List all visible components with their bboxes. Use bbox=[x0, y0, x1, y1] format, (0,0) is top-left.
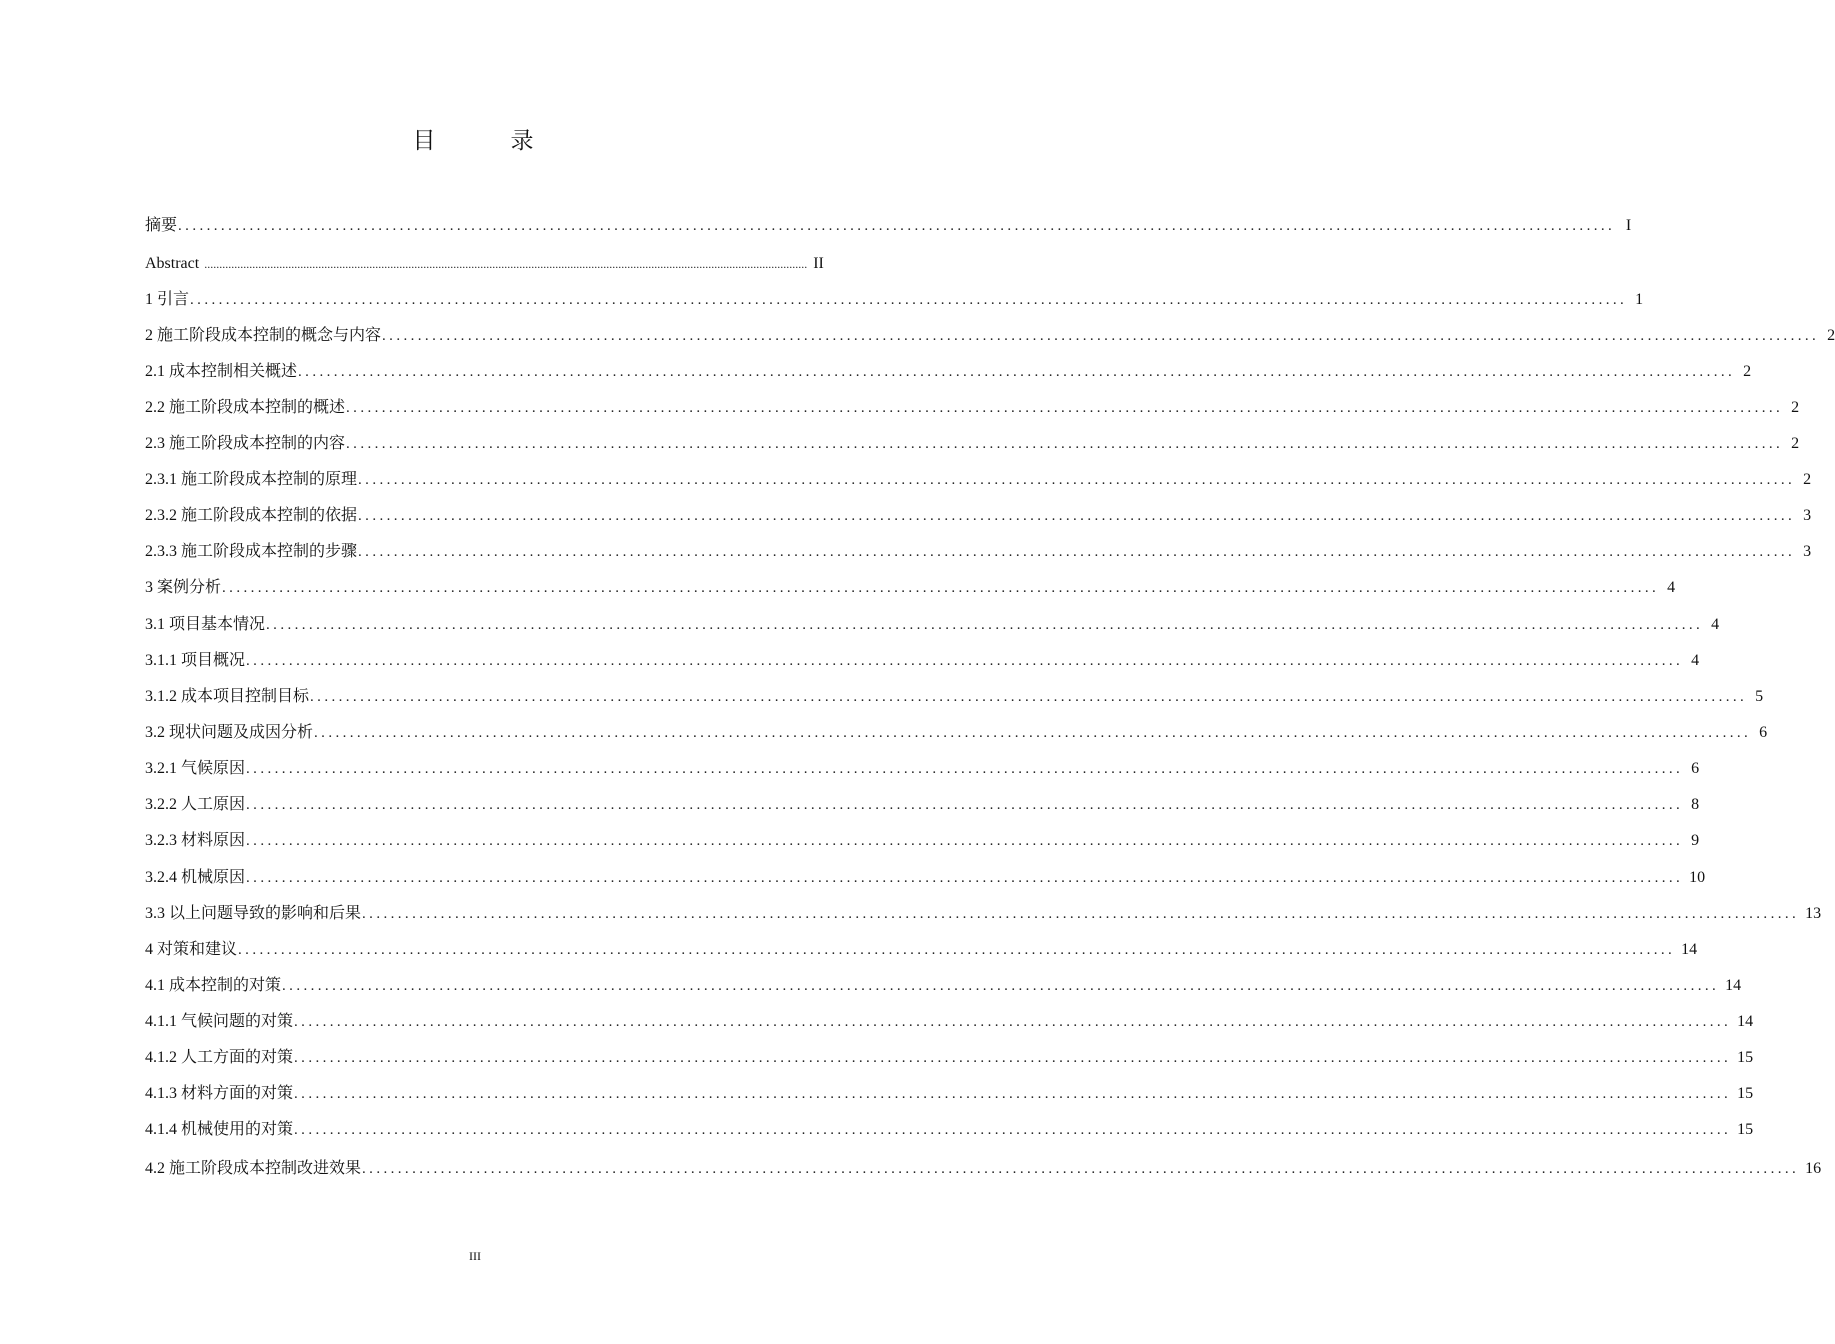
toc-entry[interactable] bbox=[145, 574, 1676, 602]
toc-entry-label: 2.3.3 施工阶段成本控制的步骤 bbox=[145, 543, 358, 560]
toc-entry[interactable] bbox=[145, 394, 1800, 422]
toc-entry-page-number: 16 bbox=[1805, 1160, 1822, 1177]
toc-dot-leader: ......................................................................................................................................................................................................... bbox=[178, 218, 1616, 234]
toc-dot-leader: ......................................................................................................................................................................................................... bbox=[266, 617, 1704, 633]
toc-entry-page-number: 6 bbox=[1691, 760, 1700, 777]
toc-dot-leader: ......................................................................................................................................................................................................... bbox=[362, 906, 1800, 922]
toc-entry-page-number: 2 bbox=[1791, 399, 1800, 416]
toc-entry-page-number: 15 bbox=[1737, 1121, 1754, 1138]
toc-entry-page-number: 10 bbox=[1689, 869, 1706, 886]
toc-entry-page-number: 6 bbox=[1759, 724, 1768, 741]
toc-dot-leader: ......................................................................................................................................................................................................... bbox=[238, 942, 1676, 958]
toc-dot-leader: ......................................................................................................................................................................................................... bbox=[246, 833, 1684, 849]
toc-entry-label: 3.1.2 成本项目控制目标 bbox=[145, 688, 310, 705]
toc-entry[interactable] bbox=[145, 286, 1644, 314]
toc-dot-leader: ......................................................................................................................................................................................................... bbox=[294, 1014, 1732, 1030]
toc-dot-leader: ......................................................................................................................................................................................................... bbox=[294, 1122, 1732, 1138]
page-title: 目 录 bbox=[412, 128, 560, 154]
toc-entry-label: 2.2 施工阶段成本控制的概述 bbox=[145, 399, 346, 416]
toc-dot-leader: ......................................................................................................................................................................................................... bbox=[358, 544, 1796, 560]
toc-entry[interactable] bbox=[145, 502, 1812, 530]
toc-entry[interactable] bbox=[145, 212, 1632, 240]
toc-entry-page-number: 3 bbox=[1803, 543, 1812, 560]
footer-page-number: III bbox=[469, 1249, 481, 1263]
toc-dot-leader: ......................................................................................................................................................................................................... bbox=[314, 725, 1752, 741]
toc-entry-label: 2.1 成本控制相关概述 bbox=[145, 363, 298, 380]
toc-entry[interactable] bbox=[145, 647, 1700, 675]
toc-entry[interactable] bbox=[145, 538, 1812, 566]
toc-dot-leader: ......................................................................................................................................................................................................... bbox=[346, 400, 1784, 416]
toc-dot-leader: ......................................................................................................................................................................................................... bbox=[358, 472, 1796, 488]
toc-entry[interactable] bbox=[145, 827, 1700, 855]
toc-entry-page-number: 8 bbox=[1691, 796, 1700, 813]
toc-entry-page-number: 3 bbox=[1803, 507, 1812, 524]
toc-dot-leader: ......................................................................................................................................................................................................... bbox=[282, 978, 1720, 994]
toc-entry-page-number: 4 bbox=[1711, 616, 1720, 633]
toc-entry-label: 4.1.3 材料方面的对策 bbox=[145, 1085, 294, 1102]
toc-dot-leader: ......................................................................................................................................................................................................... bbox=[382, 328, 1820, 344]
toc-entry-label: 4 对策和建议 bbox=[145, 941, 238, 958]
toc-entry-label: 4.1.2 人工方面的对策 bbox=[145, 1049, 294, 1066]
toc-dot-leader: ......................................................................................................................................................................................................... bbox=[246, 653, 1684, 669]
toc-entry-label: 2.3.1 施工阶段成本控制的原理 bbox=[145, 471, 358, 488]
toc-entry-label: 2.3 施工阶段成本控制的内容 bbox=[145, 435, 346, 452]
toc-entry[interactable] bbox=[145, 430, 1800, 458]
toc-entry-label: 3.2.3 材料原因 bbox=[145, 832, 246, 849]
toc-entry-page-number: 9 bbox=[1691, 832, 1700, 849]
toc-entry-label: 3.3 以上问题导致的影响和后果 bbox=[145, 905, 362, 922]
toc-entry[interactable] bbox=[145, 719, 1768, 747]
toc-entry-label: 摘要 bbox=[145, 217, 178, 234]
toc-entry-page-number: 1 bbox=[1635, 291, 1644, 308]
toc-dot-leader: ......................................................................................................................................................................................................... bbox=[246, 870, 1684, 886]
toc-entry[interactable] bbox=[145, 322, 1835, 350]
toc-entry[interactable] bbox=[145, 1155, 1822, 1183]
toc-dot-leader: ......................................................................................................................................................................................................... bbox=[294, 1086, 1732, 1102]
toc-entry-page-number: 4 bbox=[1667, 579, 1676, 596]
toc-dot-leader: ......................................................................................................................................................................................................... bbox=[246, 761, 1684, 777]
toc-dot-leader: ......................................................................................................................................................................................................... bbox=[362, 1161, 1800, 1177]
toc-entry-label: 1 引言 bbox=[145, 291, 190, 308]
toc-entry[interactable] bbox=[145, 250, 824, 278]
toc-entry-page-number: 15 bbox=[1737, 1085, 1754, 1102]
toc-entry-page-number: 13 bbox=[1805, 905, 1822, 922]
toc-entry-label: 4.2 施工阶段成本控制改进效果 bbox=[145, 1160, 362, 1177]
toc-entry-page-number: 14 bbox=[1737, 1013, 1754, 1030]
toc-entry[interactable] bbox=[145, 358, 1752, 386]
toc-entry-label: 4.1 成本控制的对策 bbox=[145, 977, 282, 994]
toc-entry-page-number: 14 bbox=[1725, 977, 1742, 994]
toc-entry-page-number: 15 bbox=[1737, 1049, 1754, 1066]
toc-entry-page-number: 4 bbox=[1691, 652, 1700, 669]
toc-entry-page-number: II bbox=[813, 255, 824, 272]
toc-entry[interactable] bbox=[145, 900, 1822, 928]
toc-entry[interactable] bbox=[145, 611, 1720, 639]
toc-entry-label: 3.2.4 机械原因 bbox=[145, 869, 246, 886]
toc-entry-label: 4.1.1 气候问题的对策 bbox=[145, 1013, 294, 1030]
toc-dot-leader: ......................................................................................................................................................................................................... bbox=[190, 292, 1628, 308]
toc-entry-label: 2.3.2 施工阶段成本控制的依据 bbox=[145, 507, 358, 524]
toc-entry-label: 4.1.4 机械使用的对策 bbox=[145, 1121, 294, 1138]
toc-entry-label: 3.2.1 气候原因 bbox=[145, 760, 246, 777]
toc-entry-page-number: 2 bbox=[1827, 327, 1835, 344]
toc-entry[interactable] bbox=[145, 936, 1698, 964]
toc-entry-label: 3 案例分析 bbox=[145, 579, 222, 596]
toc-entry-page-number: I bbox=[1625, 217, 1632, 234]
toc-dot-leader: ......................................................................................................................................................................................................... bbox=[298, 364, 1736, 380]
toc-dot-leader: ......................................................................................................................................................................................................... bbox=[358, 508, 1796, 524]
toc-entry-label: 2 施工阶段成本控制的概念与内容 bbox=[145, 327, 382, 344]
toc-entry[interactable] bbox=[145, 683, 1764, 711]
toc-entry[interactable] bbox=[145, 972, 1742, 1000]
toc-entry-label: 3.2.2 人工原因 bbox=[145, 796, 246, 813]
toc-entry[interactable] bbox=[145, 791, 1700, 819]
toc-entry-page-number: 2 bbox=[1803, 471, 1812, 488]
toc-entry[interactable] bbox=[145, 755, 1700, 783]
toc-entry[interactable] bbox=[145, 864, 1706, 892]
toc-entry[interactable] bbox=[145, 1080, 1754, 1108]
toc-entry[interactable] bbox=[145, 1008, 1754, 1036]
toc-entry-page-number: 5 bbox=[1755, 688, 1764, 705]
toc-dot-leader: ......................................................................................................................................................................................................... bbox=[246, 797, 1684, 813]
toc-entry[interactable] bbox=[145, 1044, 1754, 1072]
toc-entry[interactable] bbox=[145, 1116, 1754, 1144]
toc-entry-label: 3.1 项目基本情况 bbox=[145, 616, 266, 633]
toc-entry-page-number: 2 bbox=[1791, 435, 1800, 452]
toc-entry-label: Abstract bbox=[145, 255, 200, 272]
toc-entry-label: 3.1.1 项目概况 bbox=[145, 652, 246, 669]
toc-dot-leader: ......................................................................................................................................................................................................... bbox=[204, 257, 808, 271]
toc-entry-page-number: 14 bbox=[1681, 941, 1698, 958]
toc-entry-label: 3.2 现状问题及成因分析 bbox=[145, 724, 314, 741]
toc-dot-leader: ......................................................................................................................................................................................................... bbox=[346, 436, 1784, 452]
toc-dot-leader: ......................................................................................................................................................................................................... bbox=[310, 689, 1748, 705]
toc-dot-leader: ......................................................................................................................................................................................................... bbox=[222, 580, 1660, 596]
toc-entry-page-number: 2 bbox=[1743, 363, 1752, 380]
toc-entry[interactable] bbox=[145, 466, 1812, 494]
toc-dot-leader: ......................................................................................................................................................................................................... bbox=[294, 1050, 1732, 1066]
